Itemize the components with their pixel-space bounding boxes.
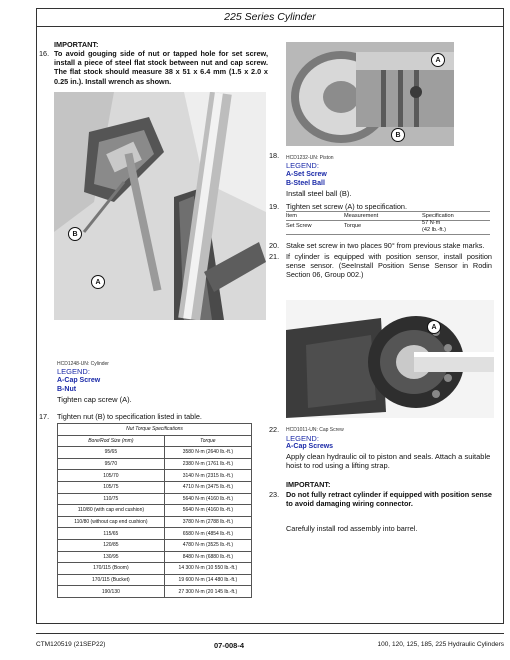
fig-cap-screw-id: HCD1011-UN: Cap Screw	[286, 427, 344, 433]
step16-text: To avoid gouging side of nut or tapped hole for set screw, install a piece of steel flat stock between nut and cap screw. The flat stock should measure 38 x 51 x 6.4 mm (1.5 x 2.0 x 0.25 in.). Install wrench as shown.	[54, 49, 268, 86]
caption-tighten-cap-screw: Tighten cap screw (A).	[57, 395, 132, 404]
table-row	[58, 539, 252, 551]
spec-header-item: Item	[286, 213, 297, 219]
bore-cell: 110/75	[58, 493, 165, 505]
table-row	[58, 563, 252, 575]
fig-cylinder-legend-b: B-Nut	[57, 386, 77, 393]
step17-number: 17.	[39, 412, 50, 421]
bore-cell: 170/115 (Boom)	[58, 563, 165, 575]
fig-piston-legend-a: A-Set Screw	[286, 171, 327, 178]
torque-cell: 19 600 N·m (14 480 lb.-ft.)	[164, 574, 251, 586]
step20-text: Stake set screw in two places 90° from previous stake marks.	[286, 241, 485, 250]
table-row	[58, 574, 252, 586]
page-header-title: 225 Series Cylinder	[224, 11, 316, 23]
torque-cell: 3580 N·m (2640 lb.-ft.)	[164, 447, 251, 459]
torque-cell: 5640 N·m (4160 lb.-ft.)	[164, 493, 251, 505]
torque-cell: 4710 N·m (3475 lb.-ft.)	[164, 481, 251, 493]
step19-number: 19.	[269, 202, 280, 211]
step18-number: 18.	[269, 151, 280, 160]
step23-number: 23.	[269, 490, 280, 499]
step17-text: Tighten nut (B) to specification listed in table.	[57, 412, 202, 421]
step19-text: Tighten set screw (A) to specification.	[286, 202, 407, 211]
fig-cylinder-id: HCD1248-UN: Cylinder	[57, 361, 109, 367]
bore-cell: 190/130	[58, 586, 165, 598]
bore-cell: 110/80 (without cap end cushion)	[58, 516, 165, 528]
torque-table-title: Nut Torque Specifications	[58, 424, 252, 436]
step23-followup: Carefully install rod assembly into barrel.	[286, 524, 418, 533]
callout-a: A	[427, 320, 441, 334]
bore-cell: 95/65	[58, 447, 165, 459]
fig-piston-legend-b: B-Steel Ball	[286, 180, 325, 187]
step16-important-label: IMPORTANT:	[54, 40, 99, 49]
footer-rule	[36, 633, 504, 634]
spec-value: 57 N·m	[422, 220, 441, 226]
torque-cell: 3780 N·m (2788 lb.-ft.)	[164, 516, 251, 528]
table-row	[58, 493, 252, 505]
step23-important-label: IMPORTANT:	[286, 480, 331, 489]
table-row	[58, 458, 252, 470]
bore-cell: 120/85	[58, 539, 165, 551]
fig-piston-legend-title: LEGEND:	[286, 161, 319, 170]
spec-rule-top	[286, 211, 490, 212]
table-row	[58, 586, 252, 598]
bore-cell: 110/80 (with cap end cushion)	[58, 505, 165, 517]
table-row	[58, 505, 252, 517]
step22-number: 22.	[269, 425, 280, 434]
step21-number: 21.	[269, 252, 280, 261]
torque-cell: 14 300 N·m (10 550 lb.-ft.)	[164, 563, 251, 575]
nut-torque-table	[57, 423, 252, 598]
table-row	[58, 516, 252, 528]
table-row	[58, 528, 252, 540]
spec-item: Set Screw	[286, 223, 312, 229]
bore-cell: 105/75	[58, 481, 165, 493]
header-rule	[36, 26, 504, 27]
callout-a: A	[91, 275, 105, 289]
torque-cell: 2380 N·m (1761 lb.-ft.)	[164, 458, 251, 470]
table-row	[58, 470, 252, 482]
bore-cell: 105/70	[58, 470, 165, 482]
step21-text: If cylinder is equipped with position sensor, install position sense sensor. (SeeInstall Position Sense Sensor in Rodin Section 06, Group 002.)	[286, 252, 492, 280]
spec-header-measurement: Measurement	[344, 213, 379, 219]
torque-cell: 5640 N·m (4160 lb.-ft.)	[164, 505, 251, 517]
table-row	[58, 551, 252, 563]
bore-cell: 130/95	[58, 551, 165, 563]
torque-cell: 3140 N·m (2315 lb.-ft.)	[164, 470, 251, 482]
fig-piston-id: HCD1232-UN: Piston	[286, 155, 334, 161]
spec-value-imperial: (42 lb.-ft.)	[422, 227, 446, 233]
caption-install-steel-ball: Install steel ball (B).	[286, 189, 352, 198]
callout-a: A	[431, 53, 445, 67]
footer-manual-title: 100, 120, 125, 185, 225 Hydraulic Cylinders	[377, 641, 504, 648]
footer-page-number: 07-008-4	[214, 641, 245, 650]
torque-header-torque: Torque	[164, 435, 251, 447]
torque-cell: 8480 N·m (6880 lb.-ft.)	[164, 551, 251, 563]
caption-apply-oil: Apply clean hydraulic oil to piston and seals. Attach a suitable hoist to rod using a lifting strap.	[286, 452, 491, 470]
torque-cell: 27 300 N·m (20 145 lb.-ft.)	[164, 586, 251, 598]
fig-cylinder-legend-title: LEGEND:	[57, 367, 90, 376]
fig-cap-screw-legend-a: A-Cap Screws	[286, 443, 334, 450]
fig-cylinder-legend-a: A-Cap Screw	[57, 377, 101, 384]
step16-number: 16.	[39, 49, 50, 58]
torque-cell: 4780 N·m (3525 lb.-ft.)	[164, 539, 251, 551]
bore-cell: 115/65	[58, 528, 165, 540]
torque-header-bore: Bore/Rod Size (mm)	[58, 435, 165, 447]
piston-photo	[286, 42, 454, 146]
bore-cell: 95/70	[58, 458, 165, 470]
table-row	[58, 447, 252, 459]
torque-cell: 6580 N·m (4854 lb.-ft.)	[164, 528, 251, 540]
spec-rule-bottom	[286, 234, 490, 235]
fig-cap-screw-legend-title: LEGEND:	[286, 434, 319, 443]
cylinder-wrench-photo	[54, 92, 266, 320]
footer-document-id: CTM120519 (21SEP22)	[36, 641, 106, 648]
table-row	[58, 481, 252, 493]
callout-b: B	[68, 227, 82, 241]
callout-b: B	[391, 128, 405, 142]
spec-rule-mid	[286, 220, 490, 221]
spec-measurement: Torque	[344, 223, 362, 229]
step23-text: Do not fully retract cylinder if equipped with position sense to avoid damaging wiring connector.	[286, 490, 492, 509]
bore-cell: 170/115 (Bucket)	[58, 574, 165, 586]
step20-number: 20.	[269, 241, 280, 250]
cap-screw-photo	[286, 300, 494, 418]
spec-header-specification: Specification	[422, 213, 454, 219]
